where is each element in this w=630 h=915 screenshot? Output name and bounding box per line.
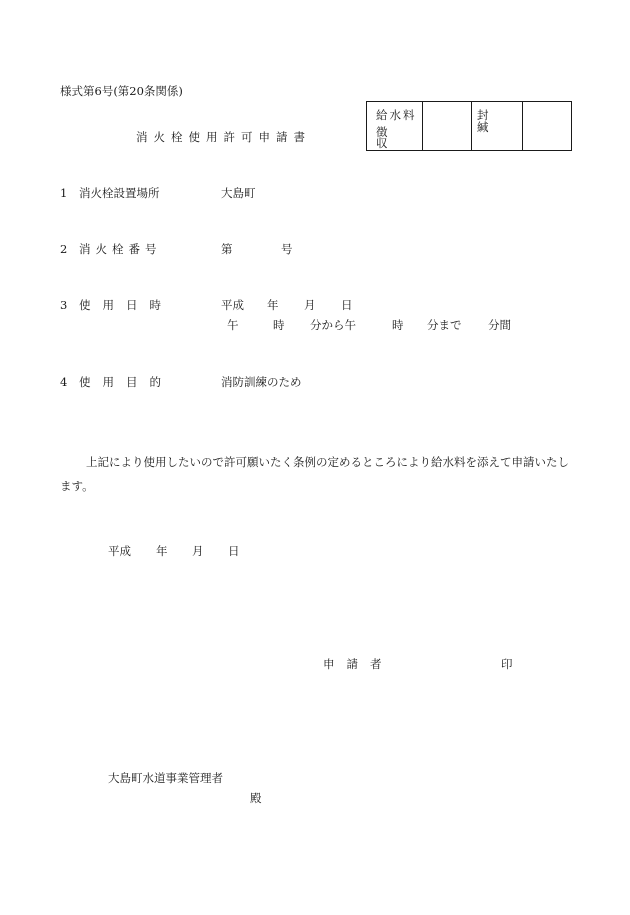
item3-hour-2: 時 [392, 318, 404, 332]
fee-label-line1: 給水料 [376, 108, 417, 122]
request-statement: 上記により使用したいので許可願いたく条例の定めるところにより給水料を添えて申請いたします。 [60, 455, 569, 493]
seal-label: 封 緘 [477, 108, 503, 134]
item4-value: 消防訓練のため [221, 375, 302, 389]
form-title: 消火栓使用許可申請書 [136, 130, 311, 144]
form-number: 様式第6号(第20条関係) [60, 84, 183, 98]
seal-mark: 印 [501, 657, 513, 671]
item2-value-suffix: 号 [281, 242, 293, 256]
addressee-honorific: 殿 [250, 791, 262, 805]
item2-number: 2 [60, 242, 68, 256]
item4-number: 4 [60, 375, 68, 389]
fee-label-line2: 徴 収 [376, 124, 396, 150]
addressee-name: 大島町水道事業管理者 [108, 771, 223, 785]
item3-era: 平成 [221, 298, 244, 312]
item3-from: 分から午 [310, 318, 356, 332]
applicant-label: 申請者 [323, 657, 394, 671]
item3-month: 月 [304, 298, 316, 312]
item3-am-pm-1: 午 [227, 318, 239, 332]
date-year: 年 [156, 544, 168, 558]
item4-label: 使用目的 [79, 375, 173, 389]
date-day: 日 [228, 544, 240, 558]
item3-label: 使用日時 [79, 298, 173, 312]
seal-stamp-cell[interactable] [523, 102, 572, 151]
item3-year: 年 [267, 298, 279, 312]
item3-day: 日 [341, 298, 353, 312]
stamp-table [366, 101, 572, 151]
item2-label: 消火栓番号 [79, 242, 162, 256]
seal-label-cell [472, 102, 523, 151]
item3-until: 分まで [427, 318, 462, 332]
item1-label: 消火栓設置場所 [79, 186, 160, 200]
item1-value: 大島町 [221, 186, 256, 200]
item2-value-prefix: 第 [221, 242, 233, 256]
item3-hour-1: 時 [273, 318, 285, 332]
item3-duration: 分間 [488, 318, 511, 332]
item3-number: 3 [60, 298, 68, 312]
fee-collection-stamp-cell[interactable] [423, 102, 472, 151]
date-era: 平成 [108, 544, 131, 558]
fee-collection-label-cell [367, 102, 423, 151]
date-month: 月 [192, 544, 204, 558]
item1-number: 1 [60, 186, 68, 200]
